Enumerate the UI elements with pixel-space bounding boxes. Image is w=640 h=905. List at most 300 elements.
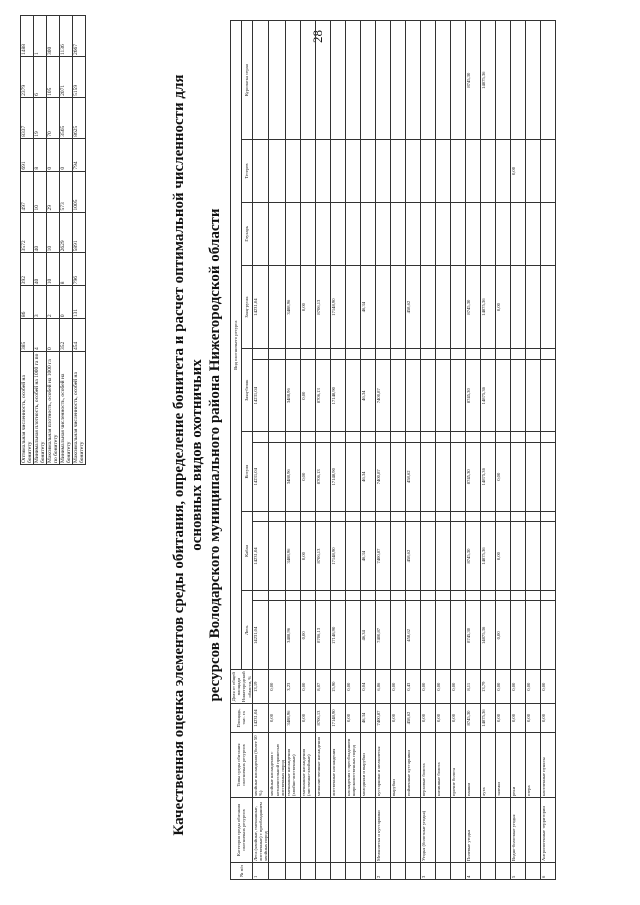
cell-value	[526, 522, 541, 591]
cell-value: 46,34	[361, 442, 376, 511]
cell-value: 458,62	[406, 442, 421, 511]
cell-value	[511, 522, 526, 591]
cell-value: 0,00	[496, 522, 511, 591]
cell-value	[481, 349, 496, 360]
cell-value	[421, 359, 436, 432]
cell-area: 14875,36	[481, 704, 496, 733]
table-row	[511, 21, 526, 880]
summary-value: 352	[60, 319, 73, 352]
cell-value: 8706,13	[316, 442, 331, 511]
cell-type: пойменные кустарники	[406, 733, 421, 798]
cell-share: 3,23	[286, 670, 301, 704]
table-row	[466, 21, 481, 880]
cell-value	[346, 266, 361, 349]
header-num: № п/п	[231, 863, 253, 880]
cell-value	[406, 202, 421, 265]
summary-value: 5891	[73, 212, 86, 253]
summary-value: 131	[73, 286, 86, 319]
cell-type: молодняки и вырубки	[361, 733, 376, 798]
cell-value	[331, 349, 346, 360]
cell-value	[421, 432, 436, 442]
cell-area: 0,00	[451, 704, 466, 733]
cell-value	[269, 432, 286, 442]
cell-value	[526, 202, 541, 265]
cell-category	[286, 798, 301, 863]
cell-area: 0,00	[421, 704, 436, 733]
cell-value	[346, 359, 361, 432]
cell-value	[391, 601, 406, 670]
table-row	[496, 21, 511, 880]
cell-value	[541, 591, 556, 601]
cell-value: 3488,96	[286, 266, 301, 349]
cell-value	[541, 202, 556, 265]
cell-value	[269, 349, 286, 360]
cell-num: 6	[541, 863, 556, 880]
table-row	[361, 21, 376, 880]
cell-type: прочие болота	[451, 733, 466, 798]
cell-value	[361, 349, 376, 360]
cell-value	[466, 511, 481, 521]
cell-value	[496, 349, 511, 360]
header-category: Категория среды обитания охотничьих ресурсов	[231, 798, 253, 863]
table-row	[451, 21, 466, 880]
cell-value	[436, 21, 451, 140]
cell-value	[421, 266, 436, 349]
cell-share: 0,00	[346, 670, 361, 704]
cell-value: 8745,30	[466, 442, 481, 511]
summary-value: 40	[34, 253, 47, 286]
cell-value: 8745,30	[466, 266, 481, 349]
cell-category: Угодья (болотные угодья)	[421, 798, 436, 863]
cell-value	[301, 591, 316, 601]
cell-category	[391, 798, 406, 863]
cell-share: 13,79	[481, 670, 496, 704]
cell-value: 14231,04	[252, 522, 269, 591]
cell-value	[421, 21, 436, 140]
cell-value: 17148,90	[331, 601, 346, 670]
header-group: Вид охотничьего ресурса	[231, 21, 242, 670]
cell-value	[511, 266, 526, 349]
cell-type: хвойные насаждения с незначительной примесью лиственных пород	[269, 733, 286, 798]
cell-category	[526, 798, 541, 863]
cell-type: пашни	[466, 733, 481, 798]
table-row	[331, 21, 346, 880]
species-header: Заяц-русак	[241, 266, 252, 349]
cell-value: 0,00	[301, 522, 316, 591]
summary-label: Минимальная численность, особей на бонитету	[60, 352, 73, 465]
cell-num	[301, 863, 316, 880]
cell-value	[481, 432, 496, 442]
table-row	[526, 21, 541, 880]
cell-value: 14875,36	[481, 359, 496, 432]
summary-value: 573	[60, 171, 73, 212]
summary-value: 2629	[60, 212, 73, 253]
cell-value: 8706,13	[316, 266, 331, 349]
habitat-table	[230, 20, 556, 880]
species-header: Лось	[241, 591, 252, 670]
cell-value: 8745,30	[466, 21, 481, 140]
cell-value	[406, 511, 421, 521]
cell-value	[252, 21, 269, 140]
cell-value: 0,00	[496, 601, 511, 670]
cell-value	[316, 21, 331, 140]
summary-value: 8	[34, 138, 47, 171]
cell-value: 14875,36	[481, 21, 496, 140]
summary-value: 1488	[21, 16, 34, 57]
cell-value	[541, 266, 556, 349]
cell-value	[346, 522, 361, 591]
cell-value: 0,00	[511, 140, 526, 202]
cell-category	[269, 798, 286, 863]
header-row	[231, 21, 242, 880]
cell-value	[376, 202, 391, 265]
cell-value	[391, 591, 406, 601]
summary-row	[73, 16, 86, 465]
species-header: Кабан	[241, 511, 252, 590]
cell-value	[361, 202, 376, 265]
cell-value	[391, 432, 406, 442]
cell-value: 46,34	[361, 601, 376, 670]
cell-value: 0,00	[301, 442, 316, 511]
cell-value	[451, 349, 466, 360]
cell-value	[436, 202, 451, 265]
cell-value	[391, 522, 406, 591]
cell-value	[301, 140, 316, 202]
summary-value: 10	[47, 253, 60, 286]
cell-value: 0,00	[301, 359, 316, 432]
cell-value	[451, 266, 466, 349]
summary-value: 6	[34, 57, 47, 98]
cell-share: 6,86	[376, 670, 391, 704]
cell-value	[269, 601, 286, 670]
cell-value	[451, 140, 466, 202]
summary-value: 19	[34, 97, 47, 138]
summary-value: 691	[21, 138, 34, 171]
cell-value	[496, 140, 511, 202]
cell-value: 458,62	[406, 266, 421, 349]
cell-value: 17148,90	[331, 442, 346, 511]
cell-value	[541, 349, 556, 360]
cell-value	[252, 591, 269, 601]
cell-type: луга	[481, 733, 496, 798]
cell-value	[301, 511, 316, 521]
cell-value: 0,00	[301, 601, 316, 670]
summary-label: Максимальная численность, особей на бонитету	[73, 352, 86, 465]
cell-value: 17148,90	[331, 522, 346, 591]
cell-area: 0,00	[496, 704, 511, 733]
summary-value: 2667	[73, 16, 86, 57]
cell-value	[511, 511, 526, 521]
cell-value: 0,00	[301, 266, 316, 349]
cell-value	[481, 511, 496, 521]
cell-area: 8745,30	[466, 704, 481, 733]
cell-value	[391, 349, 406, 360]
cell-num	[269, 863, 286, 880]
species-header: Куропатка серая	[241, 21, 252, 140]
summary-value: 29	[47, 171, 60, 212]
cell-value	[541, 21, 556, 140]
cell-value	[406, 21, 421, 140]
table-row	[376, 21, 391, 880]
summary-row	[60, 16, 73, 465]
cell-value	[421, 591, 436, 601]
cell-value	[511, 349, 526, 360]
species-header: Тетерев	[241, 140, 252, 202]
table-row	[301, 21, 316, 880]
cell-type: озера	[526, 733, 541, 798]
summary-value: 0	[47, 319, 60, 352]
cell-num	[316, 863, 331, 880]
cell-value: 3488,96	[286, 601, 301, 670]
cell-value	[451, 442, 466, 511]
cell-value	[466, 591, 481, 601]
cell-value: 14875,36	[481, 442, 496, 511]
cell-value: 7400,87	[376, 442, 391, 511]
summary-label: Максимальная плотность, особей на 1000 га по бонитету	[47, 352, 60, 465]
cell-value	[541, 522, 556, 591]
cell-share: 0,00	[269, 670, 286, 704]
cell-value: 14231,04	[252, 601, 269, 670]
summary-value: 3572	[21, 212, 34, 253]
cell-value	[436, 349, 451, 360]
table-row	[346, 21, 361, 880]
cell-value	[391, 359, 406, 432]
cell-share: 0,00	[301, 670, 316, 704]
cell-value	[481, 591, 496, 601]
summary-table	[20, 15, 86, 465]
cell-value	[376, 21, 391, 140]
cell-value	[376, 511, 391, 521]
table-row	[436, 21, 451, 880]
cell-value	[406, 359, 421, 432]
cell-value: 46,34	[361, 266, 376, 349]
cell-area: 0,00	[526, 704, 541, 733]
cell-value	[436, 442, 451, 511]
cell-value	[331, 432, 346, 442]
cell-value	[286, 349, 301, 360]
cell-value	[421, 511, 436, 521]
cell-share: 0,00	[421, 670, 436, 704]
cell-value: 8706,13	[316, 359, 331, 432]
cell-value	[406, 349, 421, 360]
cell-value	[252, 511, 269, 521]
cell-value	[496, 359, 511, 432]
summary-value: 2071	[60, 57, 73, 98]
cell-value: 7400,87	[376, 522, 391, 591]
summary-value: 2379	[21, 57, 34, 98]
cell-value	[391, 266, 406, 349]
summary-value: 796	[73, 253, 86, 286]
cell-value	[252, 432, 269, 442]
cell-value	[286, 432, 301, 442]
cell-value: 14231,04	[252, 359, 269, 432]
cell-num	[346, 863, 361, 880]
summary-value: 1136	[60, 16, 73, 57]
cell-value	[346, 432, 361, 442]
cell-area: 0,00	[301, 704, 316, 733]
cell-value	[406, 140, 421, 202]
cell-value	[301, 202, 316, 265]
cell-value	[541, 511, 556, 521]
cell-value	[391, 202, 406, 265]
cell-type: хвойные насаждения (более 50 %)	[252, 733, 269, 798]
cell-category	[436, 798, 451, 863]
cell-value	[496, 511, 511, 521]
cell-category: Антропогенные территории	[541, 798, 556, 863]
cell-area: 458,62	[406, 704, 421, 733]
summary-value: 86	[21, 286, 34, 319]
cell-type: смешанные насаждения (лиственно-хвойные)	[301, 733, 316, 798]
cell-num	[331, 863, 346, 880]
table-row	[406, 21, 421, 880]
summary-value: 70	[47, 97, 60, 138]
cell-value	[252, 349, 269, 360]
cell-value	[361, 432, 376, 442]
cell-value	[376, 140, 391, 202]
cell-value	[436, 591, 451, 601]
cell-value	[391, 21, 406, 140]
cell-value	[466, 140, 481, 202]
cell-value	[436, 511, 451, 521]
cell-area: 0,00	[346, 704, 361, 733]
cell-area: 0,00	[391, 704, 406, 733]
summary-value: 454	[73, 319, 86, 352]
cell-value: 8745,30	[466, 522, 481, 591]
cell-value	[436, 266, 451, 349]
summary-label: Минимальная плотность, особей на 1000 га по бонитету	[34, 352, 47, 465]
summary-value: 3565	[60, 97, 73, 138]
cell-value: 0,00	[496, 442, 511, 511]
summary-label: Оптимальная численность, особей на бонитету	[21, 352, 34, 465]
cell-area: 46,34	[361, 704, 376, 733]
cell-area: 14231,04	[252, 704, 269, 733]
cell-value	[511, 202, 526, 265]
cell-area: 0,00	[541, 704, 556, 733]
cell-value	[376, 349, 391, 360]
cell-value	[376, 591, 391, 601]
cell-share: 8,07	[316, 670, 331, 704]
cell-value	[451, 511, 466, 521]
cell-value	[496, 432, 511, 442]
cell-value	[331, 591, 346, 601]
cell-area: 3488,96	[286, 704, 301, 733]
cell-category	[331, 798, 346, 863]
cell-value	[346, 21, 361, 140]
summary-value: 3	[34, 286, 47, 319]
table-row	[391, 21, 406, 880]
cell-value	[421, 202, 436, 265]
summary-value: 0	[60, 138, 73, 171]
species-header: Заяц-беляк	[241, 349, 252, 432]
document-title	[170, 45, 224, 865]
cell-num	[496, 863, 511, 880]
summary-value: 385	[21, 319, 34, 352]
cell-value: 3488,96	[286, 442, 301, 511]
cell-value: 14231,04	[252, 266, 269, 349]
cell-value	[269, 442, 286, 511]
cell-value	[511, 601, 526, 670]
cell-area: 17148,90	[331, 704, 346, 733]
cell-num: 5	[511, 863, 526, 880]
cell-value	[391, 140, 406, 202]
cell-value: 3488,96	[286, 522, 301, 591]
cell-category: Леса (хвойные, смешанные, лиственные) с преобладанием хвойных пород	[252, 798, 269, 863]
summary-value: 8625	[73, 97, 86, 138]
cell-value	[346, 601, 361, 670]
cell-value: 14875,36	[481, 601, 496, 670]
cell-value	[406, 432, 421, 442]
cell-value	[346, 442, 361, 511]
cell-value	[526, 140, 541, 202]
cell-share: 0,00	[541, 670, 556, 704]
cell-value: 14875,36	[481, 522, 496, 591]
cell-value	[252, 140, 269, 202]
cell-category	[406, 798, 421, 863]
cell-type: верховые болота	[421, 733, 436, 798]
cell-value: 14875,36	[481, 266, 496, 349]
summary-value: 0	[47, 138, 60, 171]
cell-area: 0,00	[436, 704, 451, 733]
cell-type: низинные болота	[436, 733, 451, 798]
cell-share: 0,04	[361, 670, 376, 704]
cell-category	[496, 798, 511, 863]
cell-value	[301, 432, 316, 442]
cell-category	[346, 798, 361, 863]
summary-value: 1005	[73, 171, 86, 212]
cell-num	[436, 863, 451, 880]
summary-value: 10	[34, 171, 47, 212]
cell-value	[331, 21, 346, 140]
cell-value	[361, 21, 376, 140]
cell-value	[286, 591, 301, 601]
cell-value	[511, 442, 526, 511]
cell-type: населенные пункты	[541, 733, 556, 798]
cell-value: 458,62	[406, 601, 421, 670]
cell-share: 0,00	[451, 670, 466, 704]
cell-num	[481, 863, 496, 880]
cell-value	[451, 432, 466, 442]
cell-value	[286, 21, 301, 140]
cell-value	[526, 432, 541, 442]
cell-type: кустарники и мелколесья	[376, 733, 391, 798]
cell-category	[301, 798, 316, 863]
cell-value	[421, 601, 436, 670]
cell-value	[451, 522, 466, 591]
cell-value	[511, 359, 526, 432]
table-row	[541, 21, 556, 880]
cell-value	[451, 601, 466, 670]
cell-value	[316, 349, 331, 360]
cell-value	[481, 202, 496, 265]
cell-value	[511, 21, 526, 140]
cell-value	[269, 359, 286, 432]
cell-area: 7400,87	[376, 704, 391, 733]
summary-row	[47, 16, 60, 465]
species-header: Глухарь	[241, 202, 252, 265]
cell-value	[269, 522, 286, 591]
summary-value: 392	[21, 253, 34, 286]
cell-type: мелколиственные насаждения	[316, 733, 331, 798]
cell-value	[526, 21, 541, 140]
cell-value	[421, 522, 436, 591]
cell-share: 15,90	[331, 670, 346, 704]
cell-num	[391, 863, 406, 880]
cell-value	[421, 140, 436, 202]
cell-value	[526, 359, 541, 432]
summary-value: 2	[47, 286, 60, 319]
cell-num: 4	[466, 863, 481, 880]
header-type: Типы среды обитания охотничьих ресурсов	[231, 733, 253, 798]
